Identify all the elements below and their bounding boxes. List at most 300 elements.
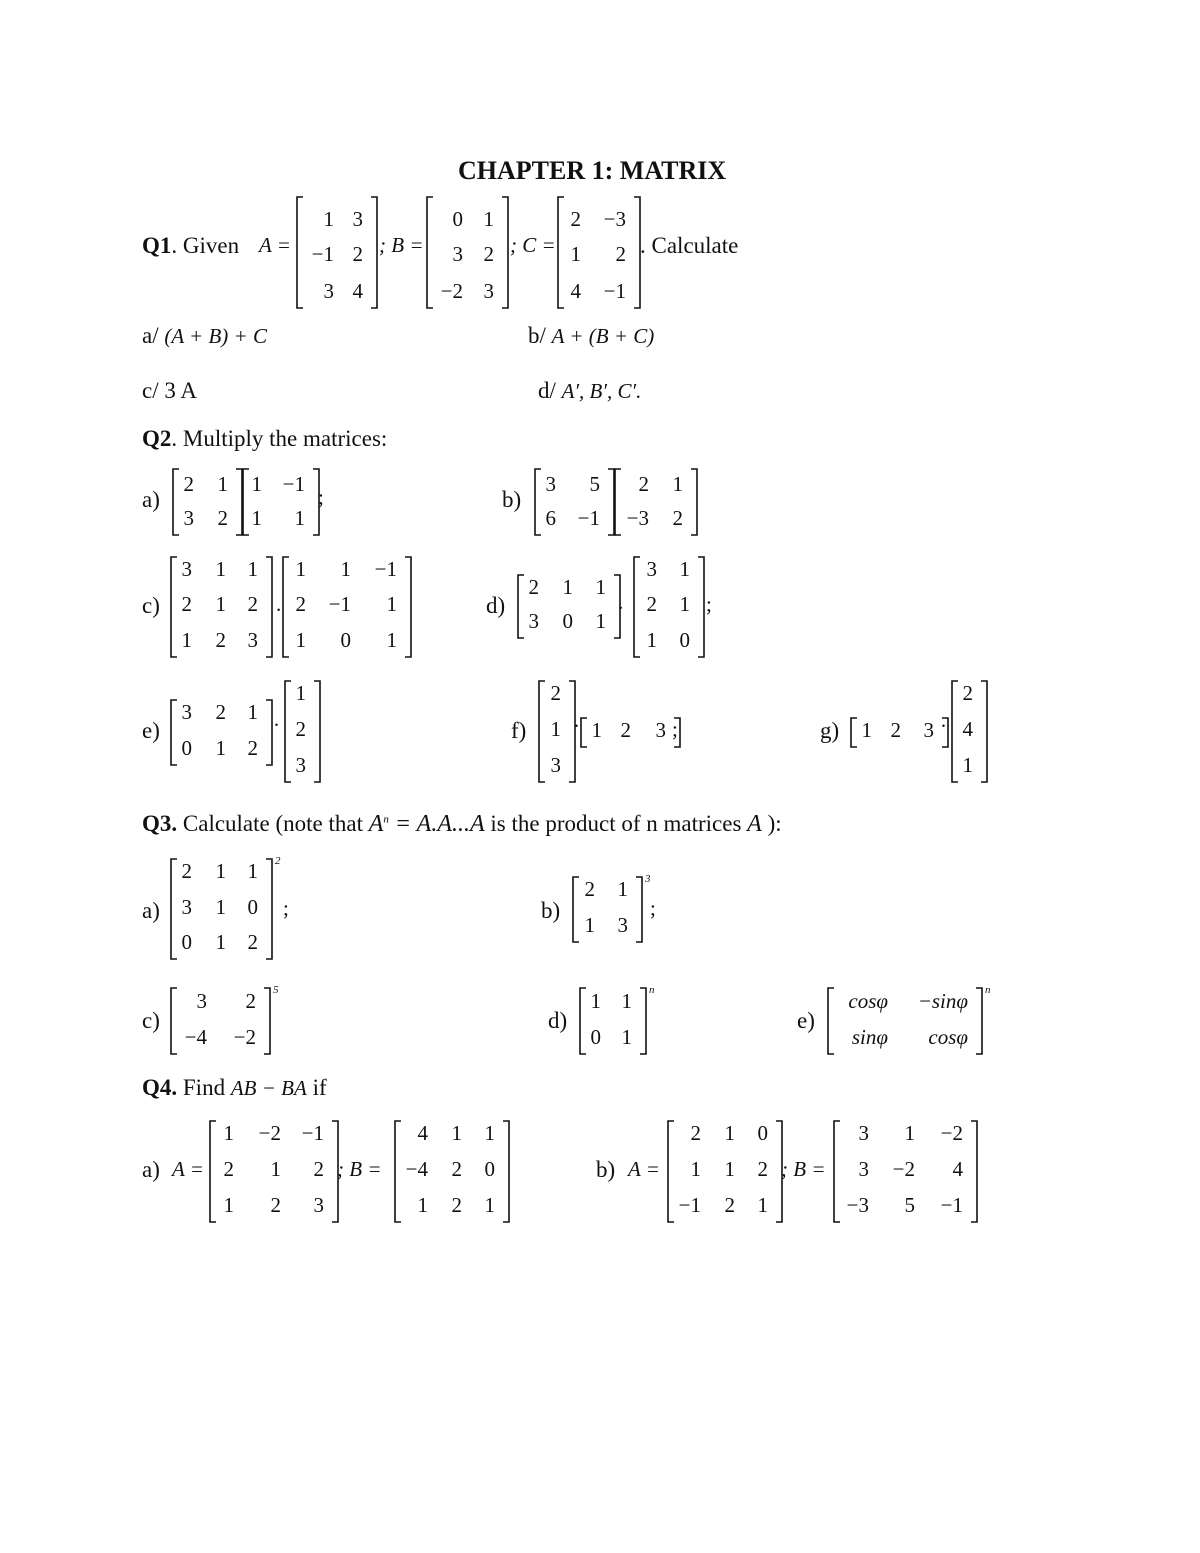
q1-matrix-c-left-bracket-line	[558, 197, 564, 308]
q2-a-matrix-2-right-bracket	[312, 468, 320, 536]
q2-c-matrix-1-cell: 2	[181, 592, 192, 616]
q2-g-matrix-1-cell: 1	[861, 718, 872, 742]
q4-a-matrix-a-left-bracket-line	[210, 1121, 216, 1222]
q2-e-matrix-2-left-bracket-line	[285, 681, 291, 782]
q4-b-matrix-a-right-bracket-line	[776, 1121, 782, 1222]
q2-c-matrix-2-right-bracket	[404, 556, 412, 658]
q2-d-matrix-2-cell: 0	[679, 628, 690, 652]
q3-d-matrix-right-bracket	[639, 987, 647, 1055]
q2-b-label: b)	[502, 487, 522, 512]
q1-part-d-expr: A′, B′, C′.	[561, 379, 642, 403]
q2-e-matrix-2-right-bracket	[313, 680, 321, 783]
q2-b-matrix-1-cell: −1	[577, 506, 600, 530]
q3-a-matrix-cell: 1	[215, 895, 226, 919]
q4-a-label: a)	[142, 1157, 160, 1182]
q4-a-matrix-b-right-bracket	[502, 1120, 510, 1223]
q4-b-matrix-b-cell: 5	[904, 1193, 915, 1217]
q3-a-matrix-exponent: 2	[275, 855, 281, 867]
q1-label: Q1	[142, 233, 172, 258]
q3-e-matrix-right-bracket-line	[976, 988, 982, 1054]
q4-a-matrix-a-cell: 2	[223, 1157, 234, 1181]
q1-matrix-c-right-bracket	[633, 196, 641, 309]
q1-matrix-c-cell: 2	[615, 242, 626, 266]
q2-c-matrix-2-cell: −1	[374, 557, 397, 581]
q3-b-matrix-left-bracket	[572, 876, 580, 943]
q2-d-matrix-1-cell: 3	[528, 609, 539, 633]
q2-d-matrix-2-cell: 2	[646, 592, 657, 616]
q4-a-matrix-a-cell: −2	[258, 1121, 281, 1145]
q2-b-matrix-1-left-bracket-line	[535, 469, 541, 535]
q4-a-matrix-b-cell: 2	[451, 1193, 462, 1217]
q2-d-matrix-1-cell: 0	[562, 609, 573, 633]
q3-b-matrix-right-bracket	[635, 876, 643, 943]
q3-a-matrix-cell: 1	[215, 859, 226, 883]
q1-matrix-c-right-bracket-line	[634, 197, 640, 308]
q2-text: . Multiply the matrices:	[171, 426, 388, 451]
q1-part-a	[142, 324, 267, 347]
q2-e-matrix-1-cell: 0	[181, 736, 192, 760]
q4-a-matrix-a-cell: 2	[270, 1193, 281, 1217]
q2-g-matrix-2-cell: 4	[962, 717, 973, 741]
q2-g-matrix-1-cell: 2	[890, 718, 901, 742]
q4-a-matrix-b-cell: 1	[484, 1193, 495, 1217]
q1-part-c-prefix: c/	[142, 378, 159, 403]
q3-e-matrix-cell: sinφ	[851, 1025, 888, 1049]
q3-c-label: c)	[142, 1008, 160, 1033]
q2-c-dot: .	[276, 592, 282, 616]
q3-d-matrix-cell: 1	[590, 989, 601, 1013]
q3-c-matrix-right-bracket-line	[264, 988, 270, 1054]
q3-d-matrix-exponent: n	[649, 984, 655, 996]
q1-matrix-c-cell: −3	[603, 207, 626, 231]
q2-d-dot: .	[618, 590, 624, 614]
q2-a-end: ;	[318, 485, 324, 509]
q2-e-matrix-2-cell: 1	[295, 681, 306, 705]
q3-formula-lhs: A	[368, 811, 384, 837]
q2-f-matrix-2-left-bracket	[580, 717, 588, 748]
q2-f-matrix-1-left-bracket-line	[539, 681, 545, 782]
q2-g-matrix-2-cell: 2	[962, 681, 973, 705]
q1-matrix-a-cell: 3	[352, 207, 363, 231]
q3-e-matrix-right-bracket	[975, 987, 983, 1055]
q2-c-matrix-2-cell: 1	[340, 557, 351, 581]
q3-text-after: is the product of n matrices	[484, 811, 748, 836]
q2-c-matrix-1-left-bracket-line	[171, 557, 177, 657]
q2-a-matrix-2-cell: 1	[251, 472, 262, 496]
q2-a-matrix-2-left-bracket-line	[243, 469, 249, 535]
q4-b-matrix-b-cell: −2	[892, 1157, 915, 1181]
q2-e-dot: ·	[273, 713, 280, 737]
q1-part-a-prefix: a/	[142, 323, 159, 348]
q2-c-matrix-2-cell: 0	[340, 628, 351, 652]
q4-a-matrix-b-cell: 1	[484, 1121, 495, 1145]
q2-g-matrix-1-left-bracket	[850, 717, 858, 748]
q4-b-matrix-b-cell: −2	[940, 1121, 963, 1145]
q2-a-matrix-1-left-bracket-line	[173, 469, 179, 535]
q1-matrix-a-right-bracket	[370, 196, 378, 309]
q2-c-matrix-1-cell: 3	[181, 557, 192, 581]
q1-matrix-b-cell: 3	[483, 279, 494, 303]
q3-a-label: a)	[142, 898, 160, 923]
q4-b-matrix-a-cell: 2	[690, 1121, 701, 1145]
q3-e-matrix-left-bracket-line	[828, 988, 834, 1054]
q2-c-matrix-2-cell: 1	[295, 628, 306, 652]
q2-d-end: ;	[706, 592, 712, 616]
q2-g-matrix-1-right-bracket-line	[940, 714, 948, 747]
q2-g-matrix-2-right-bracket	[980, 680, 988, 783]
q2-f-matrix-1-right-bracket-line	[569, 681, 575, 782]
q3-b-label: b)	[541, 898, 561, 923]
q2-f-matrix-2-cell: 3	[655, 718, 666, 742]
q3-line	[142, 812, 782, 836]
q2-c-matrix-1-cell: 3	[247, 628, 258, 652]
q2-c-matrix-1-right-bracket	[265, 556, 273, 658]
q2-a-matrix-2-cell: −1	[282, 472, 305, 496]
q2-c-matrix-1-left-bracket	[170, 556, 178, 658]
q1-matrix-a-left-bracket	[296, 196, 304, 309]
q1-part-d-prefix: d/	[538, 378, 556, 403]
q3-a-matrix-left-bracket-line	[171, 859, 177, 959]
q2-a-matrix-2-cell: 1	[251, 506, 262, 530]
q1-matrix-b-right-bracket-line	[502, 197, 508, 308]
q2-c-matrix-2-left-bracket	[282, 556, 290, 658]
page-title: CHAPTER 1: MATRIX	[458, 156, 727, 185]
q3-c-matrix-exponent: 5	[273, 984, 279, 996]
q3-c-matrix-left-bracket-line	[171, 988, 177, 1054]
q2-d-matrix-2-cell: 3	[646, 557, 657, 581]
q4-a-matrix-a-cell: −1	[301, 1121, 324, 1145]
q2-e-matrix-1-cell: 3	[181, 700, 192, 724]
q3-a-matrix-cell: 0	[247, 895, 258, 919]
q2-f-matrix-1-right-bracket	[568, 680, 576, 783]
q3-c-matrix-cell: −2	[233, 1025, 256, 1049]
q1-part-b	[528, 324, 654, 347]
q1-matrix-a-cell: −1	[311, 242, 334, 266]
q3-formula-exp: n	[383, 813, 389, 826]
q2-f-matrix-2-left-bracket-line	[581, 718, 587, 747]
q3-c-matrix-cell: −4	[184, 1025, 207, 1049]
q2-f-dot: ·	[573, 714, 580, 738]
q2-e-matrix-1-cell: 1	[215, 736, 226, 760]
q2-f-matrix-1-cell: 3	[550, 753, 561, 777]
q2-c-matrix-2-cell: 1	[386, 592, 397, 616]
q4-b-matrix-a-cell: 1	[690, 1157, 701, 1181]
q2-f-matrix-2-right-bracket-line	[674, 718, 680, 747]
q4-b-b-label: ; B =	[781, 1157, 826, 1181]
q3-formula-rhs: = A.A...A	[388, 811, 485, 837]
q4-b-matrix-a-cell: 1	[724, 1121, 735, 1145]
q1-part-c	[142, 379, 197, 402]
q3-a-matrix-left-bracket	[170, 858, 178, 960]
q4-b-matrix-b-cell: 1	[904, 1121, 915, 1145]
q4-b-matrix-a-right-bracket	[775, 1120, 783, 1223]
q2-g-matrix-1-left-bracket-line	[851, 718, 857, 747]
q3-a-matrix-cell: 3	[181, 895, 192, 919]
q3-d-matrix-right-bracket-line	[640, 988, 646, 1054]
q1-matrix-b-cell: 3	[452, 242, 463, 266]
q2-b-matrix-2-right-bracket	[690, 468, 698, 536]
q3-d-matrix-left-bracket	[579, 987, 587, 1055]
q2-g-matrix-2-cell: 1	[962, 753, 973, 777]
q2-e-matrix-1-cell: 1	[247, 700, 258, 724]
q2-e-matrix-1-right-bracket-line	[266, 700, 272, 765]
q2-f-matrix-2-cell: 1	[591, 718, 602, 742]
q2-d-matrix-1-cell: 2	[528, 575, 539, 599]
q1-matrix-a-cell: 2	[352, 242, 363, 266]
q2-d-label: d)	[486, 593, 506, 618]
q1-matrix-c-cell: 1	[570, 242, 581, 266]
q2-b-matrix-1-cell: 5	[589, 472, 600, 496]
q2-d-matrix-1-right-bracket	[613, 574, 624, 639]
q1-matrix-b-left-bracket-line	[427, 197, 433, 308]
q4-a-matrix-a-cell: 1	[270, 1157, 281, 1181]
q3-a-matrix-cell: 2	[247, 930, 258, 954]
q2-g-matrix-2-left-bracket-line	[952, 681, 958, 782]
q2-e-matrix-2-left-bracket	[284, 680, 292, 783]
q2-c-matrix-1-cell: 1	[215, 557, 226, 581]
q3-b-end: ;	[650, 896, 656, 920]
q2-d-matrix-1-left-bracket	[517, 574, 525, 639]
q4-b-matrix-a-cell: 2	[757, 1157, 768, 1181]
q2-g-dot: ·	[940, 714, 947, 738]
q4-a-matrix-a-cell: 1	[223, 1193, 234, 1217]
q2-a-matrix-1-cell: 1	[217, 472, 228, 496]
q3-e-matrix-cell: cosφ	[928, 1025, 968, 1049]
q4-b-matrix-b-cell: 3	[858, 1121, 869, 1145]
q2-c-matrix-2-cell: 2	[295, 592, 306, 616]
q4-a-matrix-b-left-bracket	[394, 1120, 402, 1223]
q1-matrix-a-cell: 1	[323, 207, 334, 231]
q2-b-matrix-2-cell: 1	[672, 472, 683, 496]
q3-formula-a: A	[747, 811, 762, 837]
q3-a-matrix-cell: 2	[181, 859, 192, 883]
q2-b-matrix-2-cell: 2	[638, 472, 649, 496]
q2-e-label: e)	[142, 718, 160, 743]
q2-d-matrix-2-left-bracket-line	[634, 557, 640, 657]
q2-e-matrix-1-cell: 2	[215, 700, 226, 724]
q2-line	[142, 427, 387, 450]
q4-b-matrix-a-cell: 1	[757, 1193, 768, 1217]
q3-d-matrix-cell: 1	[621, 1025, 632, 1049]
q2-c-label: c)	[142, 593, 160, 618]
q1-part-a-expr: (A + B) + C	[164, 324, 267, 348]
q2-c-matrix-1-cell: 1	[247, 557, 258, 581]
q1-matrix-c-left-bracket	[557, 196, 565, 309]
q3-d-matrix-cell: 0	[590, 1025, 601, 1049]
q4-a-matrix-a-cell: 1	[223, 1121, 234, 1145]
q3-a-matrix-cell: 0	[181, 930, 192, 954]
q4-line	[142, 1076, 327, 1099]
q2-a-matrix-1-cell: 2	[183, 472, 194, 496]
q2-c-matrix-2-cell: −1	[328, 592, 351, 616]
q4-a-matrix-b-cell: 4	[417, 1121, 428, 1145]
q4-a-b-label: ; B =	[337, 1157, 382, 1181]
q4-text-end: if	[312, 1075, 327, 1100]
q1-c-label: ; C =	[510, 233, 556, 257]
q3-a-matrix-cell: 1	[247, 859, 258, 883]
q2-a-matrix-1-left-bracket	[172, 468, 180, 536]
q4-b-label: b)	[596, 1157, 616, 1182]
q3-a-end: ;	[283, 896, 289, 920]
q1-matrix-b-right-bracket	[501, 196, 509, 309]
q4-a-matrix-a-cell: 2	[313, 1157, 324, 1181]
q2-d-matrix-1-cell: 1	[595, 575, 606, 599]
q2-b-matrix-2-left-bracket	[614, 468, 622, 536]
q1-part-b-expr: A + (B + C)	[551, 324, 655, 348]
q2-a-matrix-2-cell: 1	[294, 506, 305, 530]
q2-d-matrix-2-right-bracket	[697, 556, 705, 658]
q2-e-matrix-1-right-bracket	[265, 699, 273, 766]
q2-f-matrix-1-left-bracket	[538, 680, 546, 783]
q1-matrix-b-cell: 0	[452, 207, 463, 231]
q3-text-before: Calculate (note that	[177, 811, 369, 836]
q4-b-matrix-b-cell: −1	[940, 1193, 963, 1217]
q2-c-matrix-1-right-bracket-line	[266, 557, 272, 657]
q2-f-matrix-1-cell: 2	[550, 681, 561, 705]
q2-e-matrix-1-cell: 2	[247, 736, 258, 760]
q4-b-matrix-a-cell: 0	[757, 1121, 768, 1145]
q1-a-label: A =	[259, 233, 291, 257]
q2-f-matrix-2-right-bracket	[673, 717, 681, 748]
q3-e-matrix-exponent: n	[985, 984, 991, 996]
q4-b-matrix-a-cell: −1	[678, 1193, 701, 1217]
q2-a-label: a)	[142, 487, 160, 512]
q4-a-matrix-a-cell: 3	[313, 1193, 324, 1217]
q2-d-matrix-2-left-bracket	[633, 556, 641, 658]
q1-b-label: ; B =	[379, 233, 424, 257]
q4-b-matrix-b-cell: 4	[952, 1157, 963, 1181]
q1-matrix-a-cell: 4	[352, 279, 363, 303]
q3-d-matrix-cell: 1	[621, 989, 632, 1013]
q2-c-matrix-2-cell: 1	[386, 628, 397, 652]
q2-c-matrix-1-cell: 1	[215, 592, 226, 616]
q3-e-matrix-left-bracket	[827, 987, 835, 1055]
q2-a-matrix-2-right-bracket-line	[313, 469, 319, 535]
q2-a-matrix-1-cell: 3	[183, 506, 194, 530]
q1-matrix-b-cell: 2	[483, 242, 494, 266]
q3-a-matrix-cell: 1	[215, 930, 226, 954]
q4-b-matrix-b-cell: −3	[846, 1193, 869, 1217]
q4-a-matrix-a-right-bracket	[331, 1120, 339, 1223]
q2-c-matrix-1-cell: 1	[181, 628, 192, 652]
q2-g-matrix-2-left-bracket	[951, 680, 959, 783]
q4-b-matrix-b-left-bracket-line	[834, 1121, 840, 1222]
q3-b-matrix-right-bracket-line	[636, 877, 642, 942]
q2-f-end: ;	[672, 717, 678, 741]
q4-b-matrix-a-cell: 1	[724, 1157, 735, 1181]
q4-a-matrix-a-left-bracket	[209, 1120, 217, 1223]
q4-b-matrix-a-left-bracket	[667, 1120, 675, 1223]
q3-b-matrix-left-bracket-line	[573, 877, 579, 942]
q3-c-matrix-cell: 3	[196, 989, 207, 1013]
q3-b-matrix-cell: 3	[617, 913, 628, 937]
q4-text: Find	[177, 1075, 226, 1100]
q2-e-matrix-1-left-bracket	[170, 699, 178, 766]
q2-d-matrix-2-cell: 1	[679, 557, 690, 581]
q2-d-matrix-2-right-bracket-line	[698, 557, 704, 657]
q3-b-matrix-cell: 1	[584, 913, 595, 937]
q2-b-matrix-2-cell: −3	[626, 506, 649, 530]
q2-d-matrix-2-cell: 1	[679, 592, 690, 616]
q2-f-matrix-1-cell: 1	[550, 717, 561, 741]
q1-matrix-b-left-bracket	[426, 196, 434, 309]
q3-d-matrix-left-bracket-line	[580, 988, 586, 1054]
q2-b-matrix-1-cell: 3	[545, 472, 556, 496]
q2-b-matrix-1-left-bracket	[534, 468, 542, 536]
q4-label: Q4.	[142, 1075, 178, 1100]
q2-a-matrix-2-left-bracket	[242, 468, 250, 536]
q3-b-matrix-cell: 1	[617, 877, 628, 901]
q4-b-matrix-b-left-bracket	[833, 1120, 841, 1223]
q1-matrix-c-cell: −1	[603, 279, 626, 303]
q3-b-matrix-cell: 2	[584, 877, 595, 901]
q2-d-matrix-1-cell: 1	[562, 575, 573, 599]
q1-part-b-prefix: b/	[528, 323, 546, 348]
q2-d-matrix-1-right-bracket-line	[614, 575, 620, 638]
q2-e-matrix-1-left-bracket-line	[171, 700, 177, 765]
q1-matrix-a-right-bracket-line	[371, 197, 377, 308]
q4-b-matrix-b-right-bracket	[970, 1120, 978, 1223]
q3-c-matrix-left-bracket	[170, 987, 178, 1055]
q3-e-label: e)	[797, 1008, 815, 1033]
q2-e-matrix-2-cell: 2	[295, 717, 306, 741]
q3-b-matrix-exponent: 3	[645, 873, 651, 885]
q2-d-matrix-2-cell: 1	[646, 628, 657, 652]
q1-intro: . Given	[171, 233, 240, 258]
q4-a-matrix-b-cell: 2	[451, 1157, 462, 1181]
q2-e-matrix-2-right-bracket-line	[314, 681, 320, 782]
q2-b-matrix-2-cell: 2	[672, 506, 683, 530]
q2-g-matrix-1-cell: 3	[923, 718, 934, 742]
q2-b-matrix-1-cell: 6	[545, 506, 556, 530]
q3-c-matrix-cell: 2	[245, 989, 256, 1013]
q1-part-d	[538, 379, 641, 402]
q4-b-a-label: A =	[628, 1157, 660, 1181]
q2-d-matrix-1-left-bracket-line	[518, 575, 524, 638]
q4-b-matrix-b-cell: 3	[858, 1157, 869, 1181]
q4-a-matrix-b-right-bracket-line	[503, 1121, 509, 1222]
q2-g-matrix-2-right-bracket-line	[981, 681, 987, 782]
q1-matrix-c-cell: 4	[570, 279, 581, 303]
q4-b-matrix-a-cell: 2	[724, 1193, 735, 1217]
q1-line	[142, 234, 239, 257]
q2-e-matrix-2-cell: 3	[295, 753, 306, 777]
q2-c-matrix-2-cell: 1	[295, 557, 306, 581]
q3-label: Q3.	[142, 811, 178, 836]
q4-a-matrix-b-cell: −4	[405, 1157, 428, 1181]
q2-g-label: g)	[820, 718, 840, 743]
q1-matrix-a-cell: 3	[323, 279, 334, 303]
q1-calculate: . Calculate	[640, 233, 739, 258]
q2-c-matrix-2-left-bracket-line	[283, 557, 289, 657]
q2-f-label: f)	[511, 718, 527, 743]
q3-e-matrix-cell: −sinφ	[917, 989, 968, 1013]
q2-g-matrix-1-right-bracket	[940, 714, 949, 748]
q4-a-matrix-b-cell: 1	[417, 1193, 428, 1217]
q3-c-matrix-right-bracket	[263, 987, 271, 1055]
q1-matrix-b-cell: −2	[440, 279, 463, 303]
q3-d-label: d)	[548, 1008, 568, 1033]
q1-matrix-b-cell: 1	[483, 207, 494, 231]
q4-a-matrix-b-left-bracket-line	[395, 1121, 401, 1222]
q2-label: Q2	[142, 426, 172, 451]
q4-b-matrix-b-right-bracket-line	[971, 1121, 977, 1222]
q2-c-matrix-1-cell: 2	[215, 628, 226, 652]
q1-matrix-c-cell: 2	[570, 207, 581, 231]
q4-a-a-label: A =	[172, 1157, 204, 1181]
q3-a-matrix-right-bracket	[265, 858, 273, 960]
q2-c-matrix-1-cell: 2	[247, 592, 258, 616]
